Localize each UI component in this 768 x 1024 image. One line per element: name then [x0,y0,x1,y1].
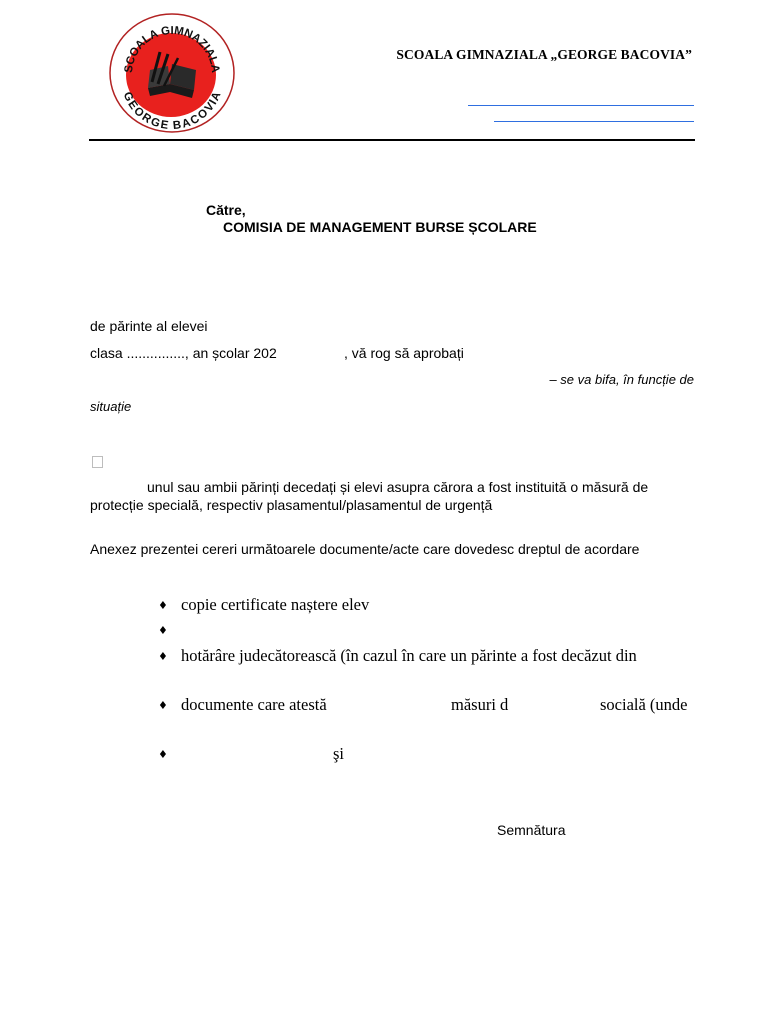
address-blank-line-2 [494,121,694,122]
bullet-icon: ♦ [158,599,168,612]
header-divider [89,139,695,141]
document-item-birth-certificate: copie certificate naștere elev [181,595,370,614]
checkbox-icon[interactable] [92,456,103,468]
bullet-icon: ♦ [158,650,168,663]
annex-line: Anexez prezentei cereri următoarele documente/acte care dovedesc dreptul de acordare [90,541,640,557]
document-item-protection-part-1: documente care atestă [181,695,327,714]
option-line-2: protecție specială, respectiv plasamentul/plasamentul de urgență [90,497,493,513]
school-logo [108,12,236,134]
bullet-icon: ♦ [158,699,168,712]
logo-top-text: SCOALA GIMNAZIALA [122,24,222,74]
school-name: SCOALA GIMNAZIALA „GEORGE BACOVIA” [396,47,692,62]
school-logo-emblem [108,12,236,134]
selection-note-continued: situație [90,399,132,414]
selection-note: – se va bifa, în funcție de [549,372,694,387]
salutation: Către, [206,202,246,218]
option-paragraph [90,478,696,514]
class-line-end: , vă rog să aprobați [344,345,464,361]
commission-name: COMISIA DE MANAGEMENT BURSE ȘCOLARE [223,219,537,235]
parent-line: de părinte al elevei [90,318,208,334]
document-item-protection-part-2: măsuri d [451,695,509,714]
document-item-court-decision: hotărâre judecătorească (în cazul în care un părinte a fost decăzut din [181,646,637,665]
option-line-1: unul sau ambii părinți decedați și elevi asupra cărora a fost instituită o măsură de [147,479,649,495]
bullet-icon: ♦ [158,624,168,637]
class-line-start: clasa ..............., an școlar 202 [90,345,277,361]
document-item-other: şi [333,744,345,763]
bullet-icon: ♦ [158,748,168,761]
address-blank-line-1 [468,105,694,106]
signature-label: Semnătura [497,822,566,838]
logo-bottom-text: GEORGE BACOVIA [120,90,224,133]
document-item-protection-part-3: socială (unde [600,695,688,714]
